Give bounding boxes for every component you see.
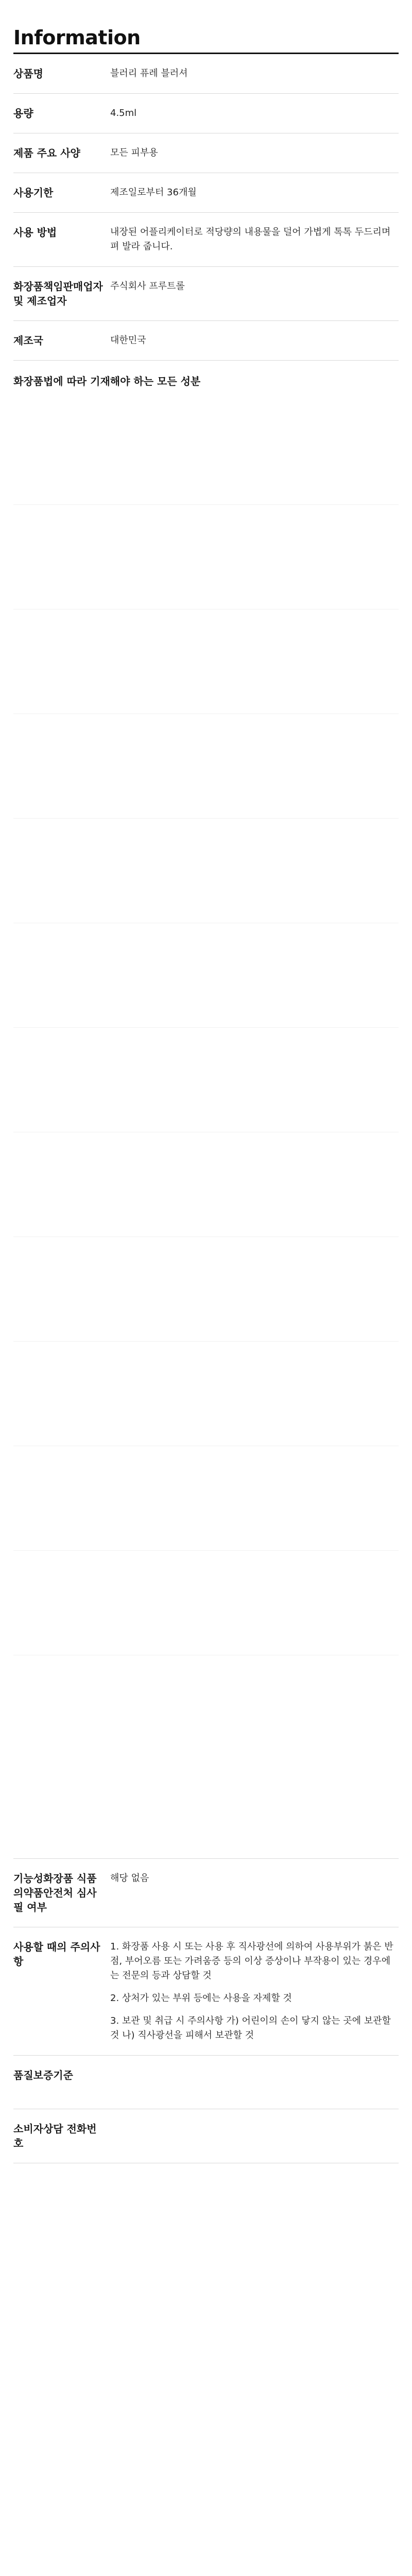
expiry-value: 제조일로부터 36개월 xyxy=(110,187,197,198)
ingredient-block xyxy=(13,818,399,923)
ingredient-block xyxy=(13,1550,399,1655)
capacity-label: 용량 xyxy=(13,107,33,120)
customer-service-label: 소비자상담 전화번호 xyxy=(13,2123,97,2149)
functional-review-label: 기능성화장품 식품의약품안전처 심사필 여부 xyxy=(13,1872,97,1913)
row-main-spec xyxy=(13,133,399,173)
ingredient-block xyxy=(13,400,399,504)
ingredient-block xyxy=(13,714,399,818)
ingredient-block xyxy=(13,1655,399,1759)
ingredient-block xyxy=(13,1341,399,1446)
row-capacity xyxy=(13,94,399,133)
ingredient-block xyxy=(13,504,399,609)
country-value: 대한민국 xyxy=(110,335,146,346)
ingredient-block xyxy=(13,1236,399,1341)
expiry-label: 사용기한 xyxy=(13,187,54,199)
customer-service-value xyxy=(106,2109,399,2163)
product-name-value: 블러리 퓨레 블러셔 xyxy=(110,68,188,79)
precaution-item: 2. 상처가 있는 부위 등에는 사용을 자제할 것 xyxy=(110,1993,292,2004)
row-usage xyxy=(13,213,399,267)
usage-label: 사용 방법 xyxy=(13,226,57,239)
main-spec-label: 제품 주요 사양 xyxy=(13,147,80,159)
manufacturer-value: 주식회사 프루트롤 xyxy=(110,281,185,292)
ingredients-label: 화장품법에 따라 기재해야 하는 모든 성분 xyxy=(13,375,201,387)
row-functional-review xyxy=(13,1859,399,1927)
information-heading: Information xyxy=(13,26,141,49)
precaution-item: 1. 화장품 사용 시 또는 사용 후 직사광선에 의하여 사용부위가 붉은 반점, 부어오름 또는 가려움증 등의 이상 증상이나 부작용이 있는 경우에는 전문의 등과 상담할 것 xyxy=(110,1941,393,1981)
quality-standard-value xyxy=(106,2056,399,2109)
precautions-label: 사용할 때의 주의사항 xyxy=(13,1941,100,1968)
precaution-item: 3. 보관 및 취급 시 주의사항 가) 어린이의 손이 닿지 않는 곳에 보관할 것 나) 직사광선을 피해서 보관할 것 xyxy=(110,2015,391,2041)
quality-standard-label: 품질보증기준 xyxy=(13,2069,73,2081)
ingredient-block xyxy=(13,1132,399,1236)
bottom-whitespace xyxy=(13,2163,399,2334)
product-info-table xyxy=(13,54,399,2163)
row-ingredients xyxy=(13,361,399,1859)
functional-review-value: 해당 없음 xyxy=(110,1873,149,1884)
row-quality-standard xyxy=(13,2056,399,2109)
ingredients-section xyxy=(13,398,399,1858)
ingredient-block xyxy=(13,923,399,1027)
row-expiry xyxy=(13,173,399,213)
manufacturer-label: 화장품책임판매업자 및 제조업자 xyxy=(13,280,103,307)
row-country xyxy=(13,321,399,361)
ingredient-block xyxy=(13,609,399,714)
row-precautions xyxy=(13,1927,399,2056)
precautions-value xyxy=(106,1927,399,2055)
row-customer-service xyxy=(13,2109,399,2163)
capacity-value: 4.5ml xyxy=(110,108,137,118)
ingredient-block xyxy=(13,1027,399,1132)
main-spec-value: 모든 피부용 xyxy=(110,147,158,158)
usage-value: 내장된 어플리케이터로 적당량의 내용물을 덜어 가볍게 톡톡 두드리며 펴 발라 줍니다. xyxy=(110,227,391,252)
ingredient-block xyxy=(13,1446,399,1550)
product-name-label: 상품명 xyxy=(13,67,43,80)
row-product-name xyxy=(13,54,399,94)
row-manufacturer xyxy=(13,267,399,321)
country-label: 제조국 xyxy=(13,334,43,347)
